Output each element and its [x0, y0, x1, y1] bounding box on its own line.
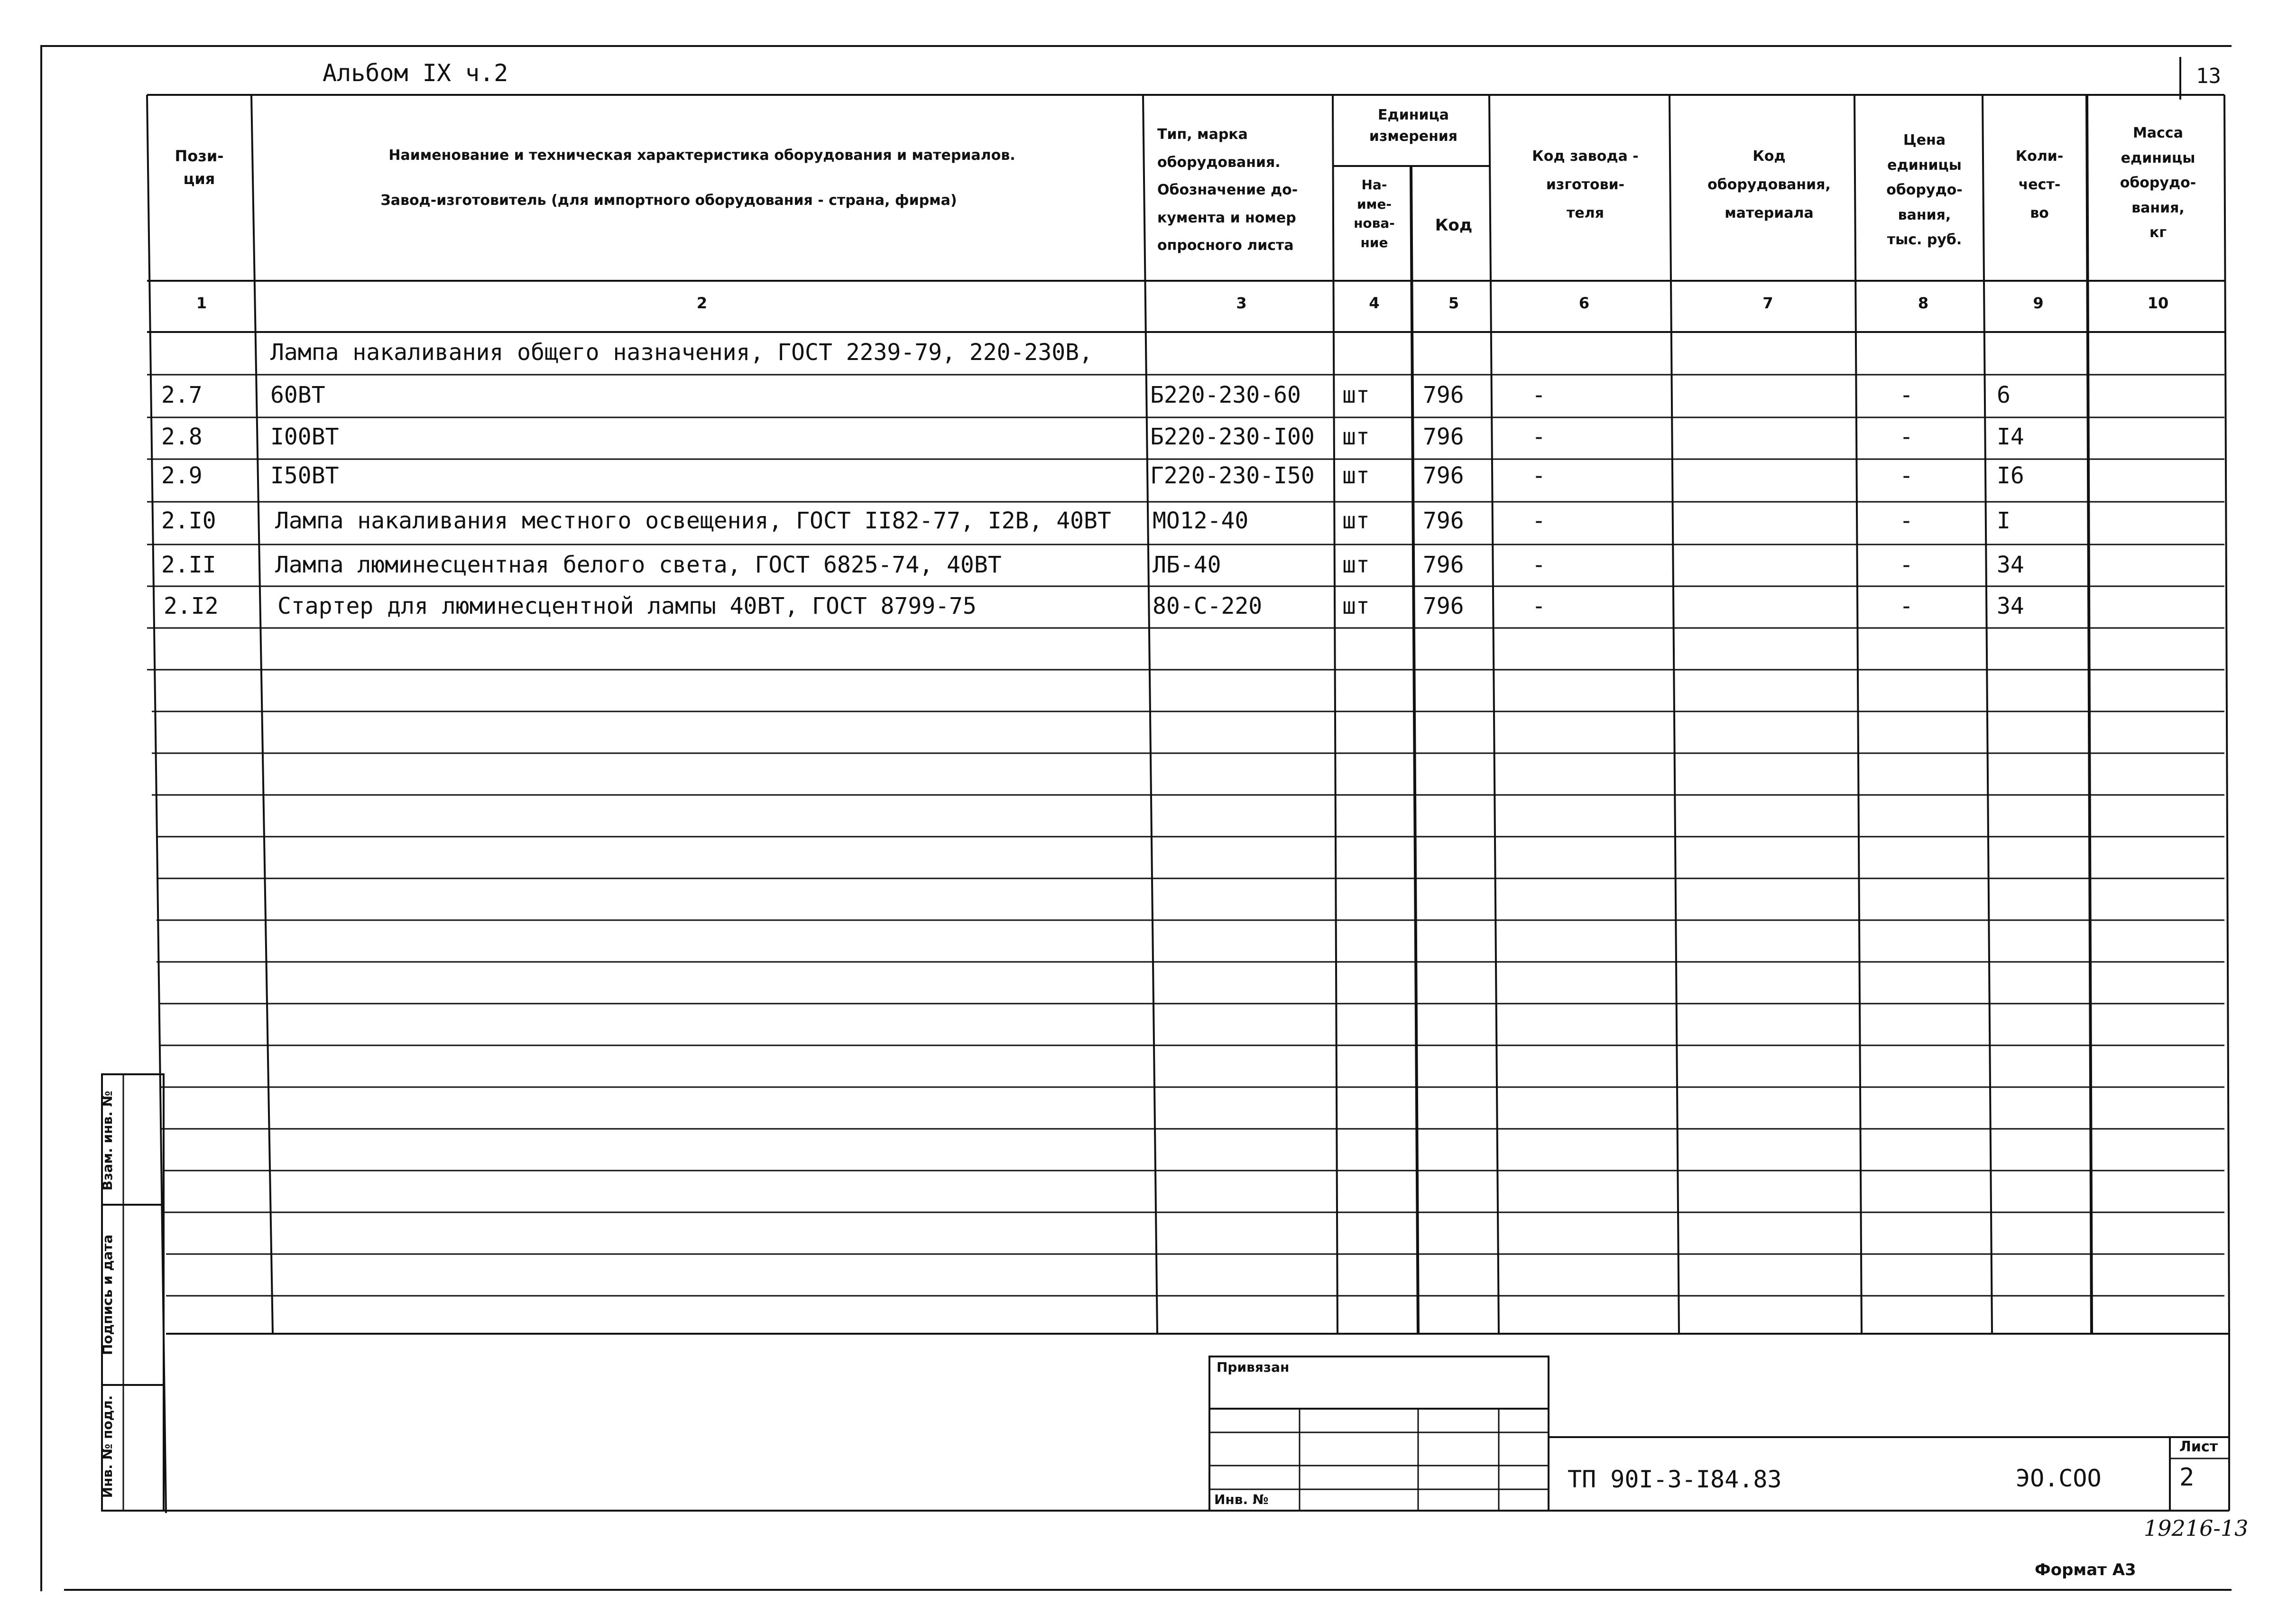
table-row-4-type: МО12-40: [1153, 508, 1249, 534]
stamp-sheet-code: ЭО.СОО: [2016, 1465, 2102, 1492]
table-row-6-code: 796: [1423, 593, 1464, 619]
table-row-1-factory: -: [1532, 382, 1546, 408]
table-row-1-qty: 6: [1997, 382, 2011, 408]
table-row-1-price: -: [1900, 382, 1913, 408]
col-number-5: 5: [1448, 294, 1459, 312]
header-mass: Масса единицы оборудо- вания, кг: [2120, 125, 2196, 241]
side-label-inv-podl: Инв. № подл.: [100, 1395, 115, 1498]
col-number-9: 9: [2033, 294, 2044, 312]
table-row-1-code: 796: [1423, 382, 1464, 408]
table-row-3-type: Г220-230-I50: [1150, 462, 1315, 489]
table-row-1-name: 60ВТ: [270, 382, 325, 408]
stamp-privyazan: Привязан: [1217, 1359, 1290, 1375]
table-row-4-name: Лампа накаливания местного освещения, ГОСТ II82-77, I2В, 40ВТ: [275, 508, 1111, 534]
header-unit-name: На- име- нова- ние: [1354, 177, 1395, 250]
table-row-6-pos: 2.I2: [164, 593, 219, 619]
table-row-4-price: -: [1900, 508, 1913, 534]
table-row-3-pos: 2.9: [161, 462, 203, 489]
table-row-4-qty: I: [1997, 508, 2011, 534]
table-row-1-type: Б220-230-60: [1150, 382, 1301, 408]
table-row-5-name: Лампа люминесцентная белого света, ГОСТ 6825-74, 40ВТ: [275, 552, 1002, 578]
stamp-inv-no: Инв. №: [1214, 1492, 1269, 1507]
table-row-4-unit: шт: [1342, 508, 1370, 534]
table-row-2-qty: I4: [1997, 424, 2024, 450]
col-number-10: 10: [2147, 294, 2169, 312]
table-row-3-unit: шт: [1342, 462, 1370, 489]
col-number-2: 2: [696, 294, 708, 312]
table-row-6-qty: 34: [1997, 593, 2024, 619]
header-qty: Коли- чест- во: [2015, 148, 2064, 221]
handwritten-id: 19216-13: [2144, 1515, 2249, 1541]
table-row-4-pos: 2.I0: [161, 508, 216, 534]
header-type: Тип, марка оборудования. Обозначение до- кумента и номер опросного листа: [1157, 126, 1298, 254]
table-row-5-factory: -: [1532, 552, 1546, 578]
table-row-3-name: I50ВТ: [270, 462, 339, 489]
table-row-6-price: -: [1900, 593, 1913, 619]
table-row-4-factory: -: [1532, 508, 1546, 534]
table-row-5-pos: 2.II: [161, 552, 216, 578]
table-row-3-code: 796: [1423, 462, 1464, 489]
header-name-line1: Наименование и техническая характеристика оборудования и материалов.: [388, 147, 1015, 164]
table-row-1-pos: 2.7: [161, 382, 203, 408]
table-row-1-unit: шт: [1342, 382, 1370, 408]
table-row-5-code: 796: [1423, 552, 1464, 578]
table-row-6-type: 80-С-220: [1153, 593, 1263, 619]
table-row-2-pos: 2.8: [161, 424, 203, 450]
format-label: Формат А3: [2035, 1560, 2136, 1579]
stamp-list-number: 2: [2179, 1463, 2195, 1492]
album-title: Альбом IX ч.2: [323, 59, 508, 87]
table-row-3-qty: I6: [1997, 462, 2024, 489]
side-label-podpis: Подпись и дата: [100, 1234, 115, 1356]
stamp-doc-code: ТП 90I-3-I84.83: [1568, 1466, 1782, 1493]
table-row-2-price: -: [1900, 424, 1913, 450]
table-row-3-factory: -: [1532, 462, 1546, 489]
stamp-list-label: Лист: [2179, 1439, 2218, 1455]
table-row-2-code: 796: [1423, 424, 1464, 450]
table-row-3-price: -: [1900, 462, 1913, 489]
table-row-6-name: Стартер для люминесцентной лампы 40ВТ, ГОСТ 8799-75: [277, 593, 977, 619]
table-row-2-factory: -: [1532, 424, 1546, 450]
col-number-6: 6: [1578, 294, 1590, 312]
col-number-8: 8: [1918, 294, 1929, 312]
table-row-5-unit: шт: [1342, 552, 1370, 578]
header-unit: Единица измерения: [1369, 107, 1458, 145]
header-factory: Код завода - изготови- теля: [1532, 148, 1639, 221]
col-number-1: 1: [196, 294, 207, 312]
table-row-2-unit: шт: [1342, 424, 1370, 450]
col-number-7: 7: [1762, 294, 1773, 312]
table-row-5-type: ЛБ-40: [1153, 552, 1221, 578]
col-number-3: 3: [1236, 294, 1247, 312]
corner-page-number: 13: [2196, 64, 2221, 88]
table-row-5-qty: 34: [1997, 552, 2024, 578]
header-name-line2: Завод-изготовитель (для импортного оборудования - страна, фирма): [380, 192, 957, 209]
table-row-2-name: I00ВТ: [270, 424, 339, 450]
table-row-0-name: Лампа накаливания общего назначения, ГОСТ 2239-79, 220-230В,: [270, 339, 1093, 366]
header-pos: Пози- ция: [175, 147, 224, 188]
side-label-vzam: Взам. инв. №: [100, 1090, 115, 1191]
table-row-6-unit: шт: [1342, 593, 1370, 619]
col-number-4: 4: [1369, 294, 1380, 312]
table-row-5-price: -: [1900, 552, 1913, 578]
header-unit-code: Код: [1435, 216, 1473, 235]
header-equip-code: Код оборудования, материала: [1707, 148, 1831, 221]
table-row-4-code: 796: [1423, 508, 1464, 534]
table-row-2-type: Б220-230-I00: [1150, 424, 1315, 450]
table-row-6-factory: -: [1532, 593, 1546, 619]
header-price: Цена единицы оборудо- вания, тыс. руб.: [1886, 132, 1963, 248]
